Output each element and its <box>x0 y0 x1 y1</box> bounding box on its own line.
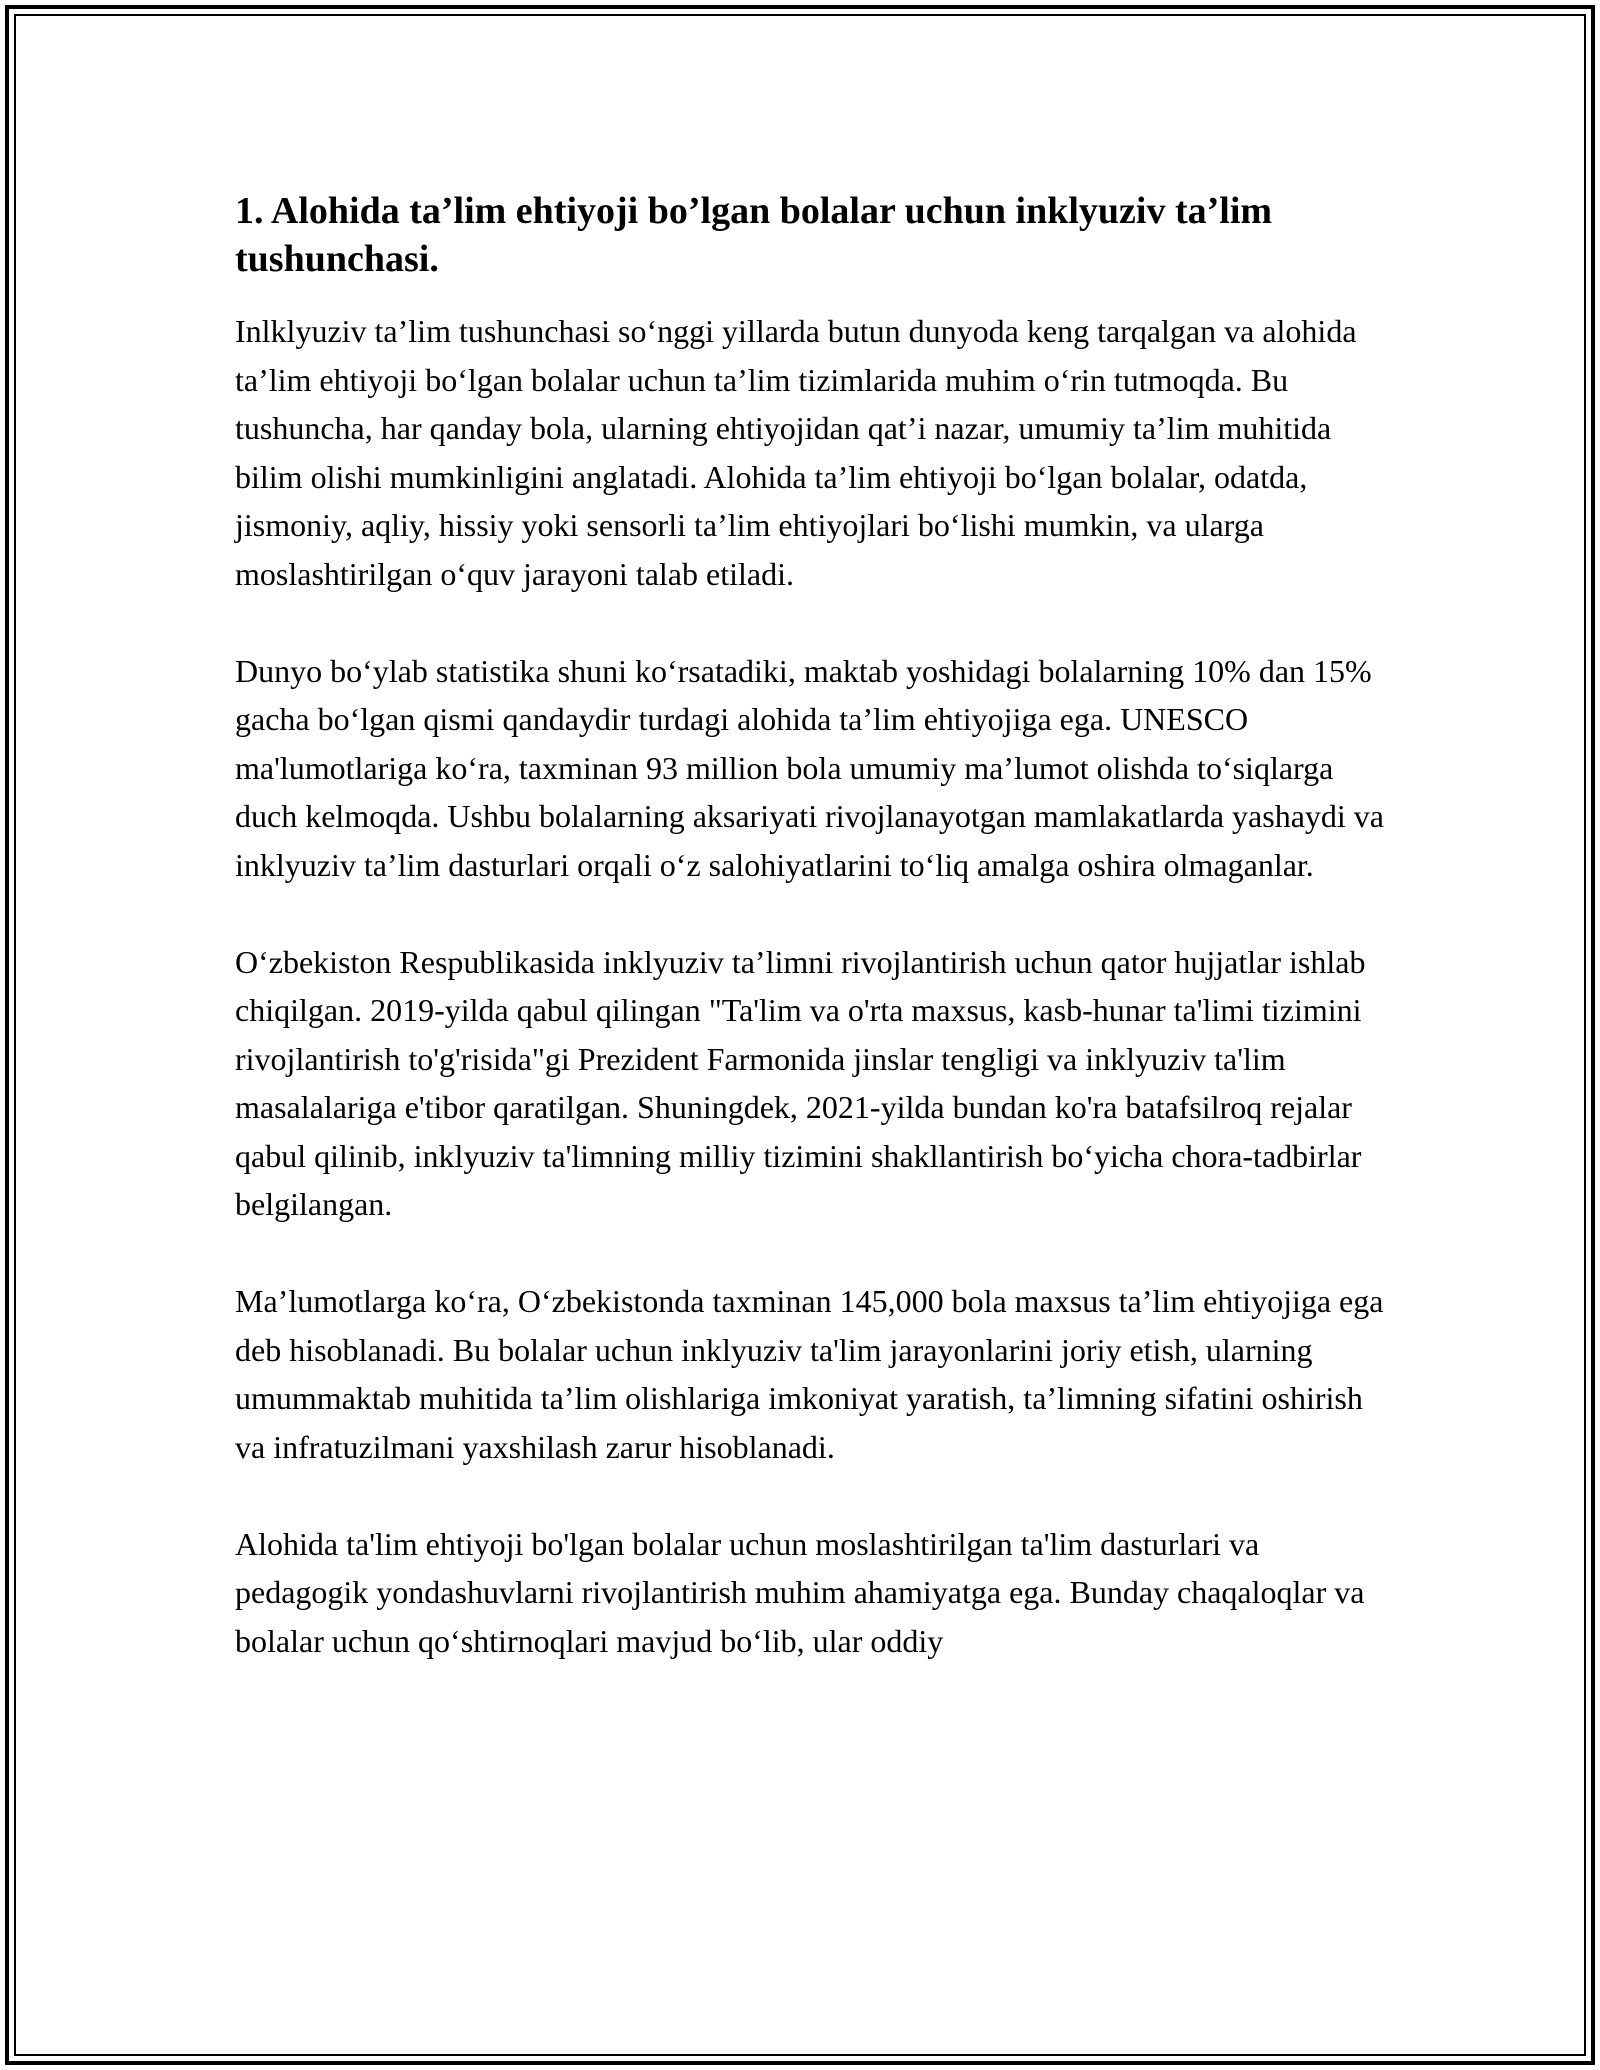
section-heading: 1. Alohida ta’lim ehtiyoji bo’lgan bolalar uchun inklyuziv ta’lim tushunchasi. <box>235 190 1273 280</box>
paragraph-2: Dunyo bo‘ylab statistika shuni ko‘rsatadiki, maktab yoshidagi bolalarning 10% dan 15% gacha bo‘lgan qismi qandaydir turdagi alohida ta’lim ehtiyojiga ega. UNESCO ma'lumotlariga ko‘ra, taxminan 93 million bola umumiy ma’lumot olishda to‘siqlarga duch kelmoqda. Ushbu bolalarning aksariyati rivojlanayotgan mamlakatlarda yashaydi va inklyuziv ta’lim dasturlari orqali o‘z salohiyatlarini to‘liq amalga oshira olmaganlar. <box>235 652 1384 883</box>
document-body <box>235 187 1395 1665</box>
paragraph-4: Ma’lumotlarga ko‘ra, O‘zbekistonda taxminan 145,000 bola maxsus ta’lim ehtiyojiga ega deb hisoblanadi. Bu bolalar uchun inklyuziv ta'lim jarayonlarini joriy etish, ularning umummaktab muhitida ta’lim olishlariga imkoniyat yaratish, ta’limning sifatini oshirish va infratuzilmani yaxshilash zarur hisoblanadi. <box>235 1283 1384 1465</box>
paragraph-1: Inlklyuziv ta’lim tushunchasi so‘nggi yillarda butun dunyoda keng tarqalgan va alohida ta’lim ehtiyoji bo‘lgan bolalar uchun ta’lim tizimlarida muhim o‘rin tutmoqda. Bu tushuncha, har qanday bola, ularning ehtiyojidan qat’i nazar, umumiy ta’lim muhitida bilim olishi mumkinligini anglatadi. Alohida ta’lim ehtiyoji bo‘lgan bolalar, odatda, jismoniy, aqliy, hissiy yoki sensorli ta’lim ehtiyojlari bo‘lishi mumkin, va ularga moslashtirilgan o‘quv jarayoni talab etiladi. <box>235 313 1357 592</box>
paragraph-5: Alohida ta'lim ehtiyoji bo'lgan bolalar uchun moslashtirilgan ta'lim dasturlari va pedagogik yondashuvlarni rivojlantirish muhim ahamiyatga ega. Bunday chaqaloqlar va bolalar uchun qo‘shtirnoqlari mavjud bo‘lib, ular oddiy <box>235 1525 1365 1659</box>
paragraph-3: O‘zbekiston Respublikasida inklyuziv ta’limni rivojlantirish uchun qator hujjatlar ishlab chiqilgan. 2019-yilda qabul qilingan "Ta'lim va o'rta maxsus, kasb-hunar ta'limi tizimini rivojlantirish to'g'risida"gi Prezident Farmonida jinslar tengligi va inklyuziv ta'lim masalalariga e'tibor qaratilgan. Shuningdek, 2021-yilda bundan ko'ra batafsilroq rejalar qabul qilinib, inklyuziv ta'limning milliy tizimini shakllantirish bo‘yicha chora-tadbirlar belgilangan. <box>235 943 1366 1222</box>
